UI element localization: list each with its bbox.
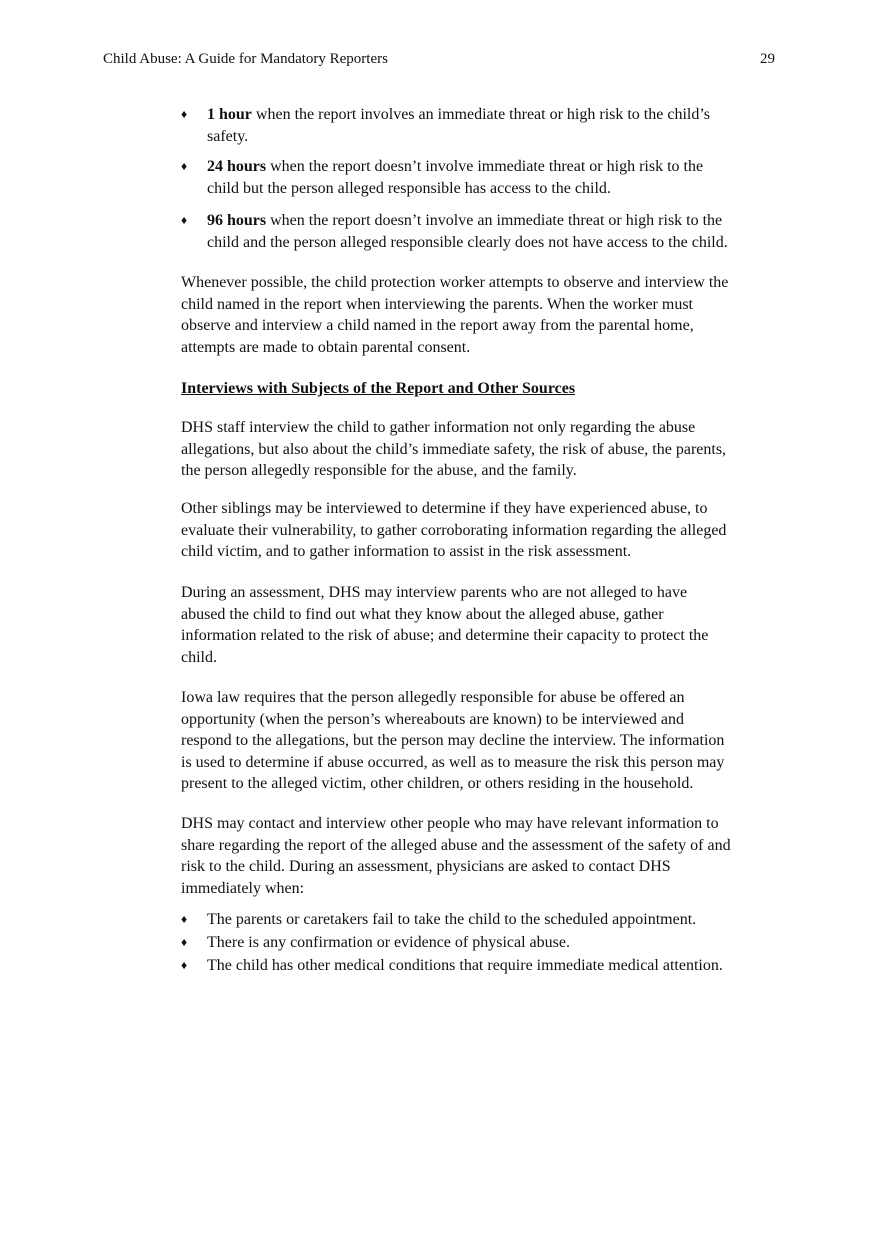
bullet-bold-term: 24 hours [207,158,267,175]
bullet-text: The parents or caretakers fail to take the child to the scheduled appointment. [207,911,697,928]
bullet-text: when the report involves an immediate threat or high risk to the child’s [251,106,711,123]
text-line: evaluate their vulnerability, to gather corroborating information regarding the alleged [181,521,727,539]
paragraph-para5 [181,687,724,795]
text-line: share regarding the report of the alleged abuse and the assessment of the safety of and [181,836,731,854]
paragraph-para4 [181,582,708,668]
paragraph-para1 [181,272,728,358]
text-line: child. [181,648,217,666]
text-line: attempts are made to obtain parental consent. [181,338,471,356]
bullet-diamond-icon: ♦ [181,935,188,949]
bullet-text: when the report doesn’t involve immediate threat or high risk to the [266,158,704,175]
text-line: observe and interview a child named in the report away from the parental home, [181,317,694,335]
bullet-text: There is any confirmation or evidence of physical abuse. [207,934,570,951]
paragraph-para3 [181,498,726,563]
bullet-bold-term: 96 hours [207,212,267,229]
bullet-diamond-icon: ♦ [181,159,188,173]
bullet-text: safety. [207,127,249,145]
text-line: the person allegedly responsible for the abuse, and the family. [181,462,577,480]
paragraph-para2 [181,417,726,482]
text-line: Iowa law requires that the person allegedly responsible for abuse be offered an [181,689,685,706]
text-line: opportunity (when the person’s whereabouts are known) to be interviewed and [181,710,684,728]
page-number: 29 [760,51,775,67]
bullet-diamond-icon: ♦ [181,958,188,972]
text-line: information related to the risk of abuse; and determine their capacity to protect the [181,627,709,645]
section-heading: Interviews with Subjects of the Report and Other Sources [181,380,576,397]
text-line: risk to the child. During an assessment, physicians are asked to contact DHS [181,858,671,876]
bullet-diamond-icon: ♦ [181,107,188,121]
bullet-text: The child has other medical conditions that require immediate medical attention. [207,957,723,974]
text-line: Whenever possible, the child protection worker attempts to observe and interview the [181,274,729,291]
text-line: Other siblings may be interviewed to determine if they have experienced abuse, to [181,500,708,517]
text-line: allegations, but also about the child’s immediate safety, the risk of abuse, the parents, [181,440,727,458]
text-line: present to the alleged victim, other children, or others residing in the household. [181,775,694,793]
bullet-diamond-icon: ♦ [181,213,188,227]
paragraph-para6 [181,813,731,899]
text-line: abused the child to find out what they know about the alleged abuse, gather [181,605,664,623]
text-line: During an assessment, DHS may interview parents who are not alleged to have [181,584,688,601]
bullet-bold-term: 1 hour [207,106,252,123]
bullet-text: child but the person alleged responsible has access to the child. [207,179,611,197]
bullet-diamond-icon: ♦ [181,912,188,926]
text-line: child victim, and to gather information to assist in the risk assessment. [181,543,632,561]
text-line: is used to determine if abuse occurred, as well as to measure the risk this person may [181,753,725,771]
text-line: child named in the report when interviewing the parents. When the worker must [181,295,693,313]
text-line: DHS staff interview the child to gather information not only regarding the abuse [181,419,696,436]
text-line: respond to the allegations, but the person may decline the interview. The information [181,732,725,750]
bullet-text: when the report doesn’t involve an immediate threat or high risk to the [266,212,723,229]
text-line: DHS may contact and interview other people who may have relevant information to [181,815,719,832]
running-header-title: Child Abuse: A Guide for Mandatory Reporters [103,51,388,67]
bullet-text: child and the person alleged responsible clearly does not have access to the child. [207,233,728,251]
text-line: immediately when: [181,879,305,897]
